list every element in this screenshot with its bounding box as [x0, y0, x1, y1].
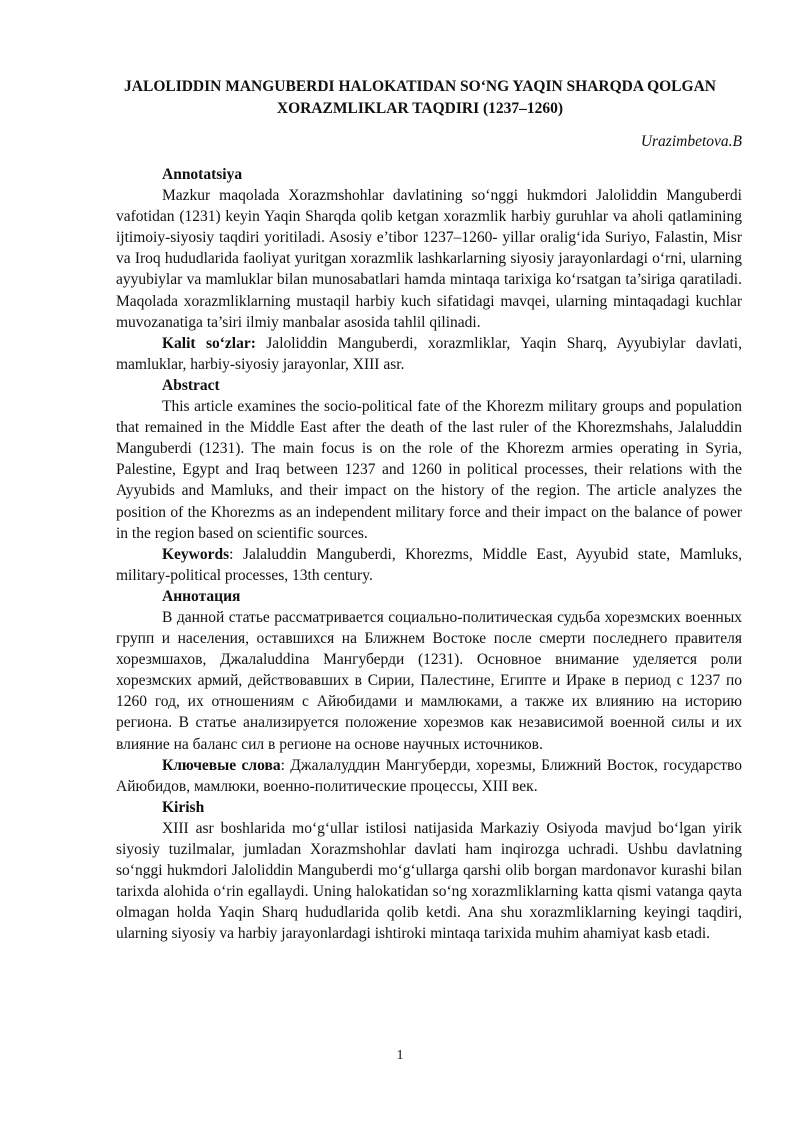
annotatsiya-heading: Annotatsiya	[162, 166, 243, 183]
title-line-1: JALOLIDDIN MANGUBERDI HALOKATIDAN SO‘NG YAQIN SHARQDA QOLGAN	[124, 78, 716, 95]
annotatsiya-keywords	[116, 333, 742, 375]
abstract-text: This article examines the socio-political fate of the Khorezm military groups and population that remained in the Middle East after the death of the last ruler of the Khorezmshahs, Jalaluddin Manguberdi (1231). The main focus is on the role of the Khorezm armies operating in Syria, Palestine, Egypt and Iraq between 1237 and 1260 in political processes, their relations with the Ayyubids and Mamluks, and their impact on the history of the region. The article analyzes the position of the Khorezms as an independent military force and their impact on the balance of power in the region based on scientific sources.	[116, 398, 742, 542]
annotatsiya-ru-keywords-list: : Джалалуддин Мангуберди, хорезмы, Ближний Восток, государство Айюбидов, мамлюки, военно-политические процессы, XIII век.	[116, 756, 742, 795]
abstract-keywords-label: Keywords	[162, 545, 230, 563]
annotatsiya-ru-text: В данной статье рассматривается социально-политическая судьба хорезмских военных групп и населения, оставшихся на Ближнем Востоке после смерти последнего правителя хорезмшахов, Джалаluddina Мангуберди (1231). Основное внимание уделяется роли хорезмских армий, действовавших в Сирии, Палестине, Египте и Ираке в период с 1237 по 1260 год, их отношениям с Айюбидами и мамлюками, а также их влиянию на историю региона. В статье анализируется положение хорезмов как независимой военной силы и их влияние на баланс сил в регионе на основе научных источников.	[116, 608, 742, 753]
kirish-heading: Kirish	[162, 798, 205, 816]
abstract-keywords-list: : Jalaluddin Manguberdi, Khorezms, Middle East, Ayyubid state, Mamluks, military-political processes, 13th century.	[116, 545, 742, 584]
annotatsiya-ru-keywords-label: Ключевые слова	[162, 756, 281, 774]
annotatsiya-keywords-label: Kalit so‘zlar:	[162, 334, 256, 352]
annotatsiya-keywords-list: Jaloliddin Manguberdi, xorazmliklar, Yaqin Sharq, Ayyubiylar davlati, mamluklar, harbiy-siyosiy jarayonlar, XIII asr.	[116, 334, 742, 373]
title-line-2: XORAZMLIKLAR TAQDIRI (1237–1260)	[276, 100, 564, 117]
article-title	[100, 76, 740, 120]
kirish-text: XIII asr boshlarida mo‘g‘ullar istilosi natijasida Markaziy Osiyoda mavjud bo‘lgan yirik siyosiy tuzilmalar, jumladan Xorazmshohlar davlati ham inqirozga uchradi. Ushbu davlatning so‘nggi hukmdori Jaloliddin Manguberdi mo‘g‘ullarga qarshi olib borgan mardonavor kurashi bilan tarixda alohida o‘rin egallaydi. Uning halokatidan so‘ng xorazmliklarning katta qismi vatanga qayta olmagan holda Yaqin Sharq hududlarida qolib ketdi. Ana shu xorazmliklarning keyingi taqdiri, ularning siyosiy va harbiy jarayonlardagi ishtiroki mintaqa tarixida muhim ahamiyat kasb etadi.	[116, 819, 742, 943]
page-number: 1	[396, 1048, 404, 1063]
author-name: Urazimbetova.B	[640, 133, 742, 150]
article-body	[116, 164, 742, 944]
abstract-heading: Abstract	[162, 376, 220, 394]
annotatsiya-text: Mazkur maqolada Xorazmshohlar davlatining so‘nggi hukmdori Jaloliddin Manguberdi vafotidan (1231) keyin Yaqin Sharqda qolib ketgan xorazmlik harbiy guruhlar va aholi qatlamining ijtimoiy-siyosiy taqdiri yoritiladi. Asosiy e’tibor 1237–1260- yillar oralig‘ida Suriyo, Falastin, Misr va Iroq hududlarida faoliyat yuritgan xorazmlik lashkarlarning siyosiy jarayonlardagi o‘rni, ularning ayyubiylar va mamluklar bilan munosabatlari hamda mintaqa tarixiga ko‘rsatgan ta’siriga qaratiladi. Maqolada xorazmliklarning mustaqil harbiy kuch sifatidagi mavqei, ularning mintaqadagi kuchlar muvozanatiga ta’siri ilmiy manbalar asosida tahlil qilinadi.	[116, 187, 742, 331]
annotatsiya-ru-heading: Аннотация	[162, 587, 241, 605]
abstract-keywords	[116, 544, 742, 586]
annotatsiya-ru-keywords	[116, 755, 742, 797]
